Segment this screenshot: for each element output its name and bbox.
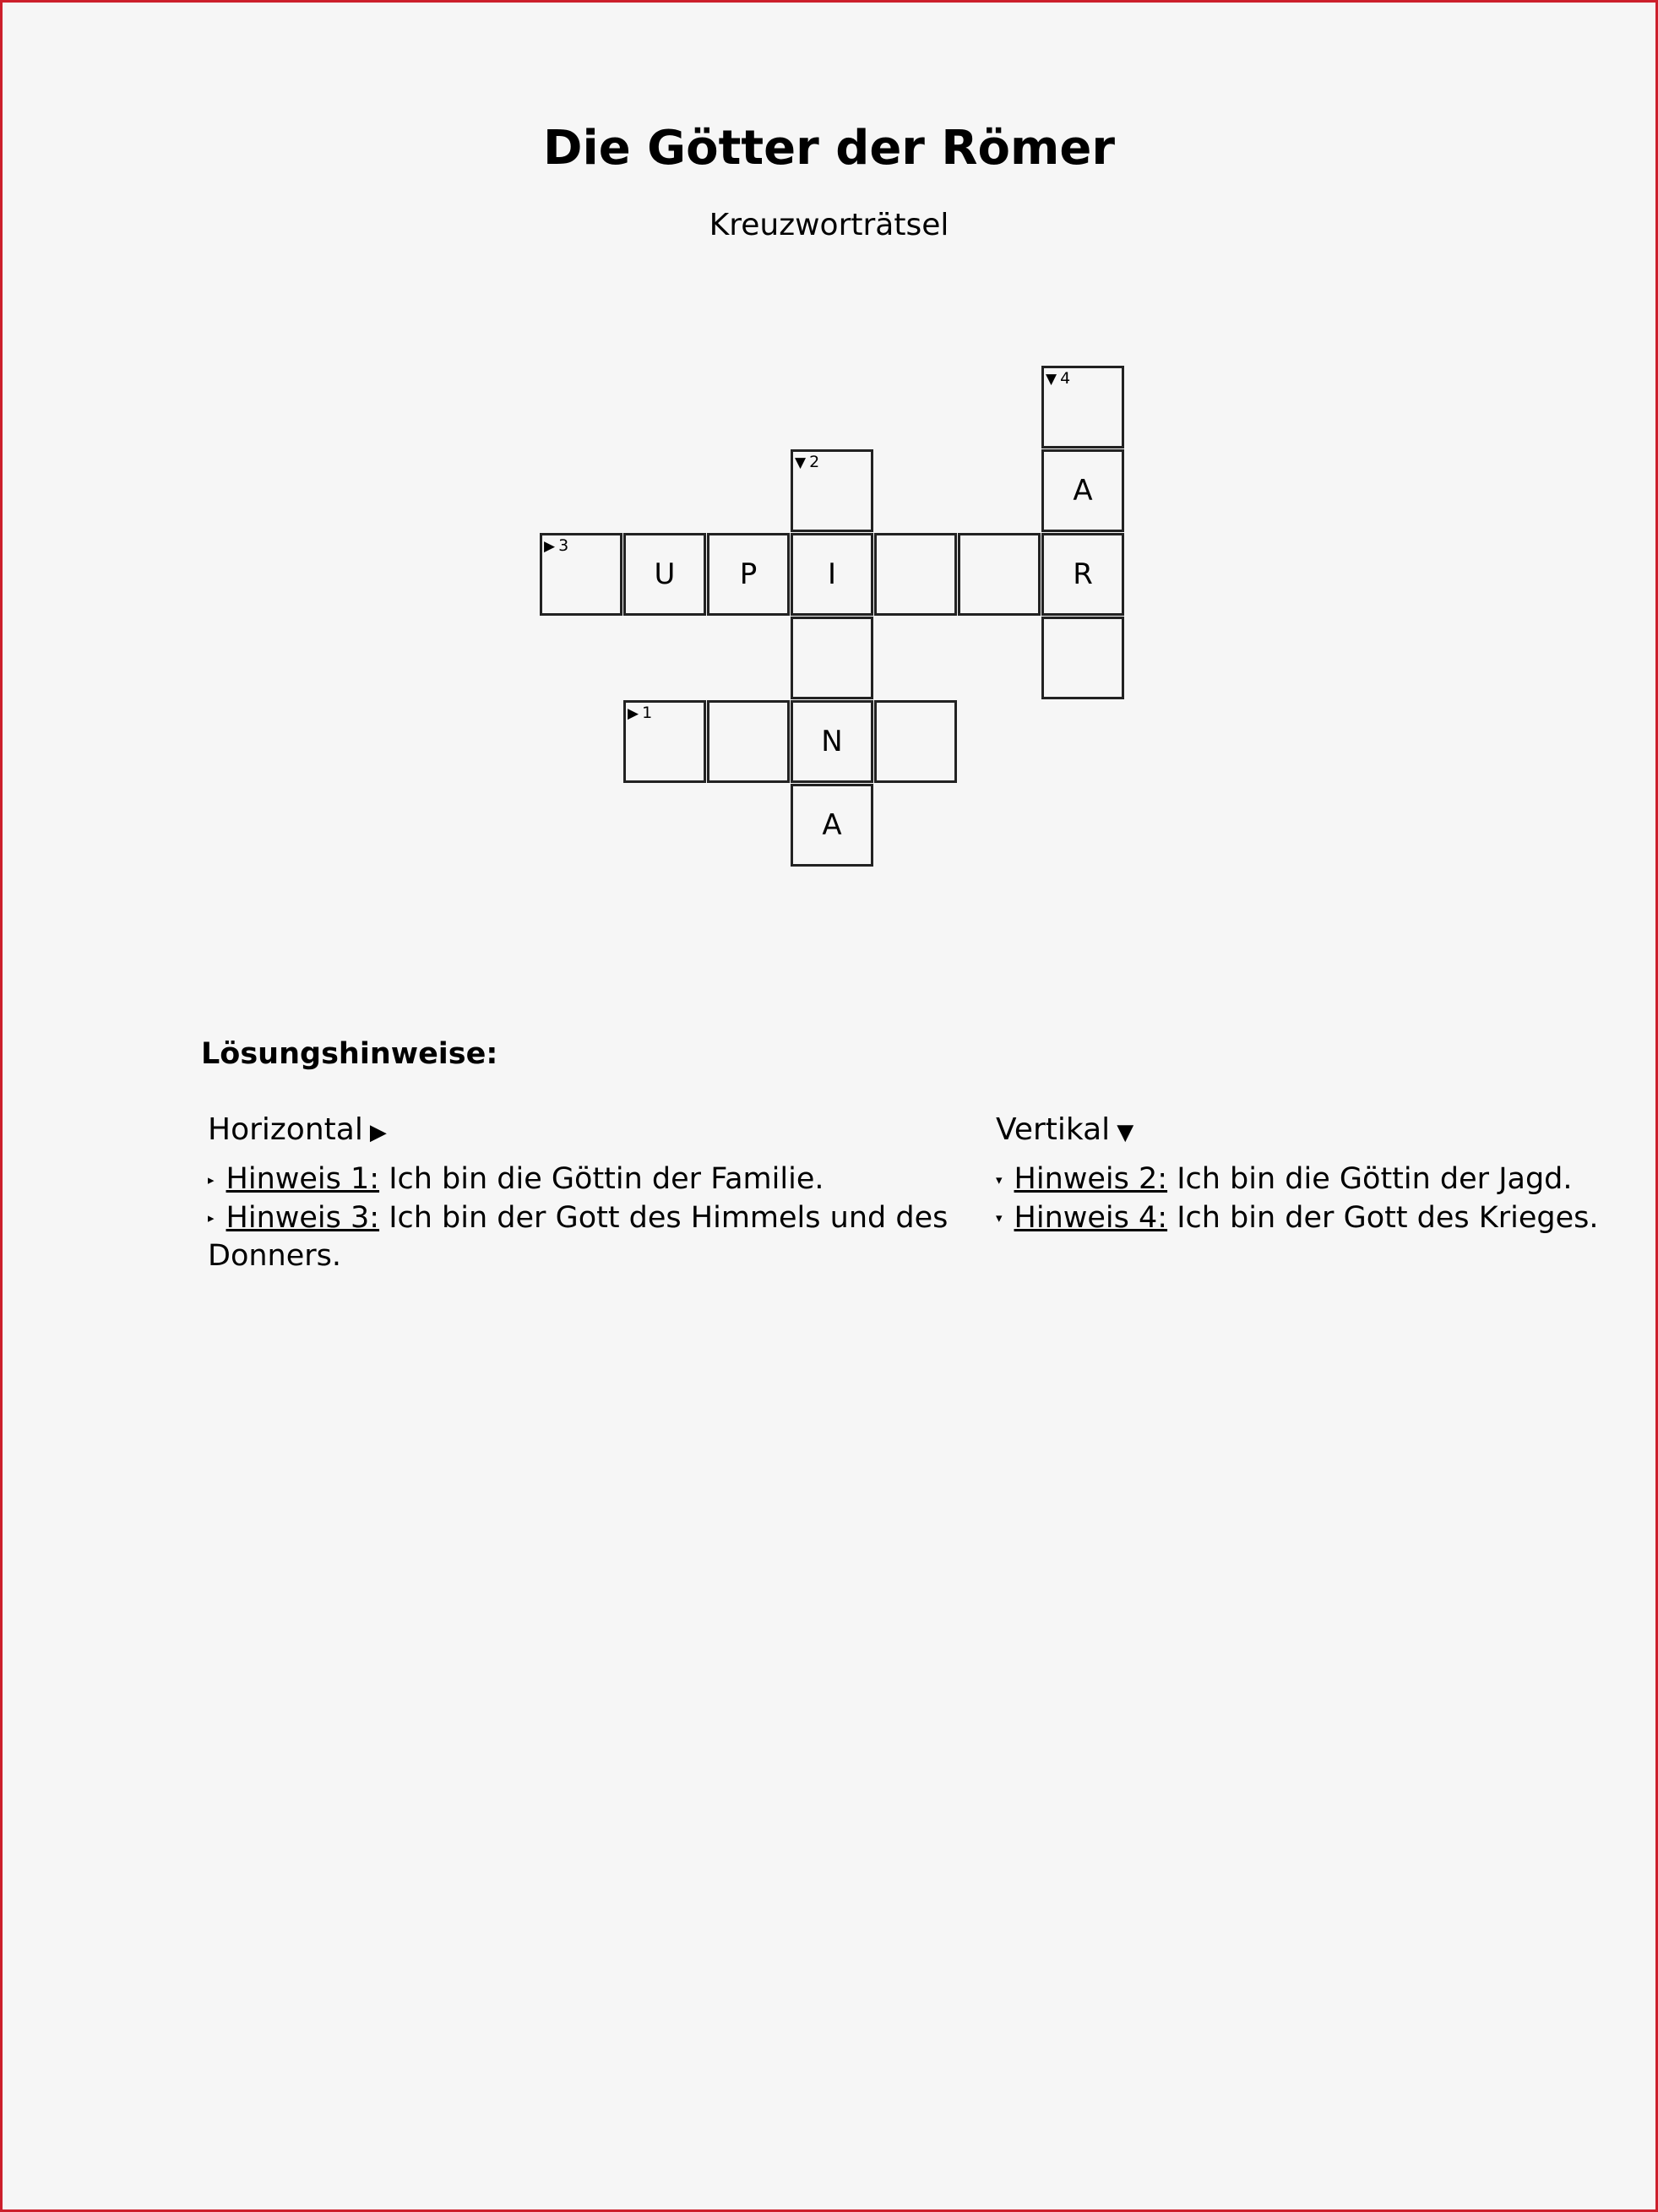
clue-text: Ich bin die Göttin der Familie. [379,1162,824,1196]
crossword-cell[interactable] [791,533,873,616]
bullet-down-icon: ▾ [996,1171,1003,1188]
cell-letter [1044,619,1122,697]
clue-item [208,1160,951,1199]
right-arrow-icon: ▶ [544,538,556,555]
hints-title: Lösungshinweise: [201,1037,498,1071]
cell-letter [1044,368,1122,446]
horizontal-heading [208,1111,951,1152]
crossword-cell[interactable] [1041,449,1124,532]
cell-letter [793,619,871,697]
clue-item [208,1199,951,1276]
bullet-right-icon: ▸ [208,1210,215,1226]
page-title: Die Götter der Römer [543,121,1115,176]
right-arrow-icon: ▶ [369,1120,387,1145]
cell-letter: N [821,725,843,758]
crossword-cell[interactable] [874,700,957,783]
bullet-right-icon: ▸ [208,1171,215,1188]
crossword-cell[interactable] [1041,533,1124,616]
page-subtitle: Kreuzworträtsel [709,208,949,242]
crossword-grid [3,3,1658,932]
crossword-cell[interactable] [707,533,790,616]
crossword-cell[interactable] [791,617,873,699]
horizontal-clues [208,1111,951,1275]
clue-label: Hinweis 1: [226,1162,380,1196]
cell-letter [542,535,620,613]
down-arrow-icon: ▼ [1117,1120,1134,1145]
cell-letter: R [1073,557,1093,591]
crossword-cell[interactable] [623,700,706,783]
crossword-cell[interactable] [1041,366,1124,448]
clue-label: Hinweis 4: [1014,1200,1168,1235]
crossword-cell[interactable] [1041,617,1124,699]
crossword-cell[interactable] [791,784,873,867]
cell-letter [877,535,954,613]
clue-label: Hinweis 3: [226,1200,380,1235]
vertical-clues [996,1111,1658,1237]
crossword-cell[interactable] [540,533,622,616]
cell-letter [877,703,954,780]
down-arrow-icon: ▼ [1046,371,1057,388]
crossword-cell[interactable] [958,533,1041,616]
crossword-cell[interactable] [623,533,706,616]
cell-letter: P [739,557,758,591]
down-arrow-icon: ▼ [795,454,807,471]
horizontal-heading-label: Horizontal [208,1112,363,1147]
crossword-cell[interactable] [874,533,957,616]
cell-letter [626,703,704,780]
clue-item [996,1199,1658,1238]
clue-text: Ich bin der Gott des Krieges. [1167,1200,1599,1235]
vertical-heading [996,1111,1658,1152]
clue-text: Ich bin die Göttin der Jagd. [1167,1162,1573,1196]
clue-number: ▼ 4 [1046,369,1071,388]
cell-letter: I [827,557,837,591]
bullet-down-icon: ▾ [996,1210,1003,1226]
cell-letter: A [1073,474,1093,508]
clue-item [996,1160,1658,1199]
crossword-cell[interactable] [791,700,873,783]
clue-label: Hinweis 2: [1014,1162,1168,1196]
cell-letter [960,535,1038,613]
clue-text: Ich bin der Gott des Himmels und des Donners. [208,1200,949,1273]
cell-letter [793,452,871,530]
clue-number: ▼ 2 [795,453,820,471]
crossword-cell[interactable] [707,700,790,783]
clue-number: ▶ 3 [544,536,569,555]
cell-letter [709,703,787,780]
clue-number: ▶ 1 [628,704,653,722]
right-arrow-icon: ▶ [628,705,639,722]
cell-letter: U [654,557,676,591]
vertical-heading-label: Vertikal [996,1112,1111,1147]
cell-letter: A [822,808,842,842]
crossword-cell[interactable] [791,449,873,532]
